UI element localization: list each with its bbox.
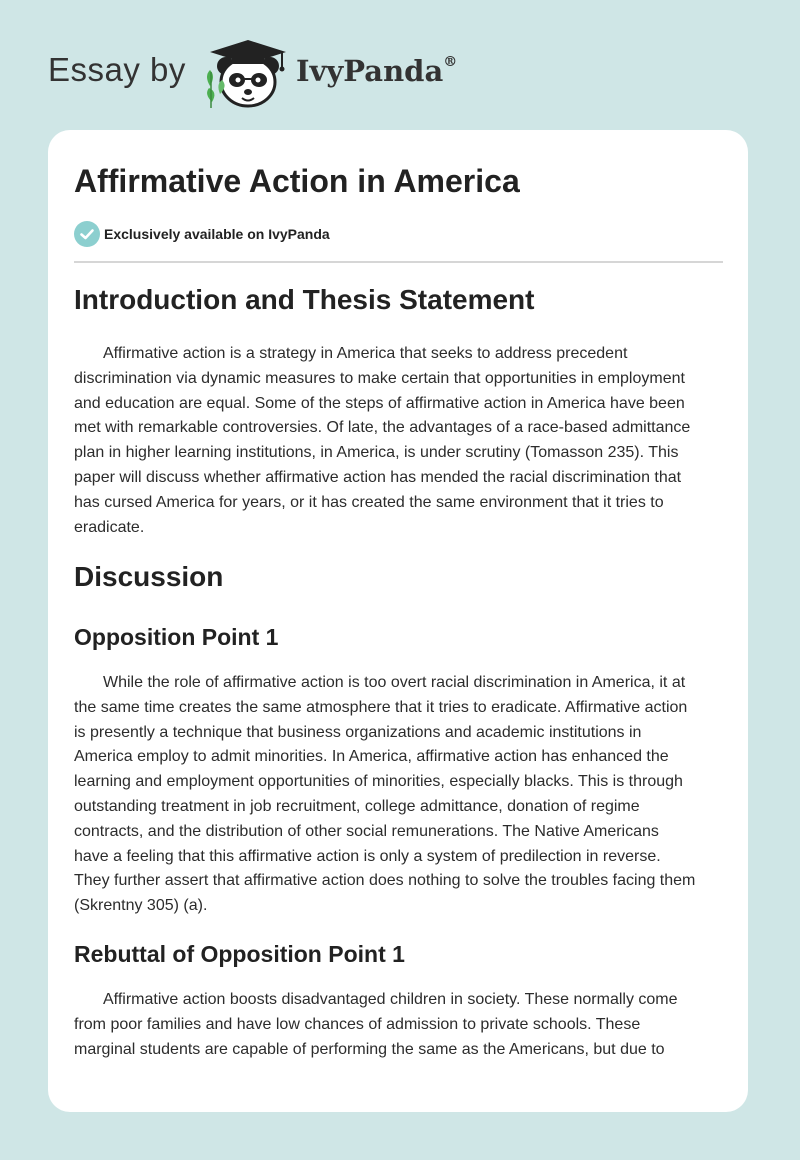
- paragraph-line: America employ to admit minorities. In America, affirmative action has enhanced the: [74, 748, 669, 766]
- section-heading-introduction: Introduction and Thesis Statement: [74, 284, 535, 315]
- essay-by-label: Essay by: [48, 51, 186, 88]
- paragraph-line: They further assert that affirmative action does nothing to solve the troubles facing them: [74, 872, 696, 890]
- paragraph-line: is presently a technique that business organizations and academic institutions in: [74, 723, 642, 741]
- paragraph-line: from poor families and have low chances of admission to private schools. These: [74, 1015, 641, 1033]
- paragraph-line: contracts, and the distribution of other social remunerations. The Native Americans: [74, 822, 659, 840]
- ivypanda-logo-icon[interactable]: [202, 36, 294, 110]
- paragraph-line: (Skrentny 305) (a).: [74, 897, 208, 915]
- rebuttal-opposition-point-1-paragraph: [74, 988, 724, 1062]
- brand-name[interactable]: IvyPanda®: [296, 54, 458, 88]
- paragraph-line: plan in higher learning institutions, in America, is under scrutiny (Tomasson 235). This: [74, 444, 679, 462]
- subheading-opposition-point-1: Opposition Point 1: [74, 624, 279, 650]
- paragraph-line: Affirmative action boosts disadvantaged children in society. These normally come: [103, 991, 678, 1008]
- essay-card: [48, 130, 748, 1112]
- paragraph-line: paper will discuss whether affirmative action has mended the racial discrimination that: [74, 468, 682, 486]
- paragraph-line: learning and employment opportunities of minorities, especially blacks. This is through: [74, 773, 683, 791]
- paragraph-line: has cursed America for years, or it has created the same environment that it tries to: [74, 493, 664, 511]
- paragraph-line: the same time creates the same atmosphere that it tries to eradicate. Affirmative action: [74, 698, 688, 716]
- paragraph-line: marginal students are capable of performing the same as the Americans, but due to: [74, 1040, 665, 1058]
- title-divider: [74, 261, 723, 263]
- paragraph-line: eradicate.: [74, 518, 145, 536]
- paragraph-line: outstanding treatment in job recruitment, college admittance, donation of regime: [74, 797, 640, 815]
- paragraph-line: and education are equal. Some of the steps of affirmative action in America have been: [74, 394, 685, 412]
- exclusive-badge-label: Exclusively available on IvyPanda: [104, 226, 330, 242]
- exclusive-badge: [74, 221, 330, 247]
- paragraph-line: met with remarkable controversies. Of late, the advantages of a race-based admittance: [74, 419, 691, 437]
- subheading-rebuttal-opposition-point-1: Rebuttal of Opposition Point 1: [74, 941, 405, 967]
- paragraph-line: While the role of affirmative action is too overt racial discrimination in America, it at: [103, 674, 686, 691]
- introduction-paragraph: [74, 342, 724, 540]
- paragraph-line: discrimination via dynamic measures to make certain that opportunities in employment: [74, 369, 685, 387]
- check-circle-icon: [74, 221, 100, 247]
- trademark-symbol: ®: [443, 54, 458, 71]
- paragraph-line: Affirmative action is a strategy in America that seeks to address precedent: [103, 345, 628, 362]
- site-header: [0, 0, 800, 120]
- paragraph-line: have a feeling that this affirmative action is only a system of predilection in reverse.: [74, 847, 661, 865]
- section-heading-discussion: Discussion: [74, 561, 224, 592]
- page-title: Affirmative Action in America: [74, 163, 520, 199]
- opposition-point-1-paragraph: [74, 671, 724, 919]
